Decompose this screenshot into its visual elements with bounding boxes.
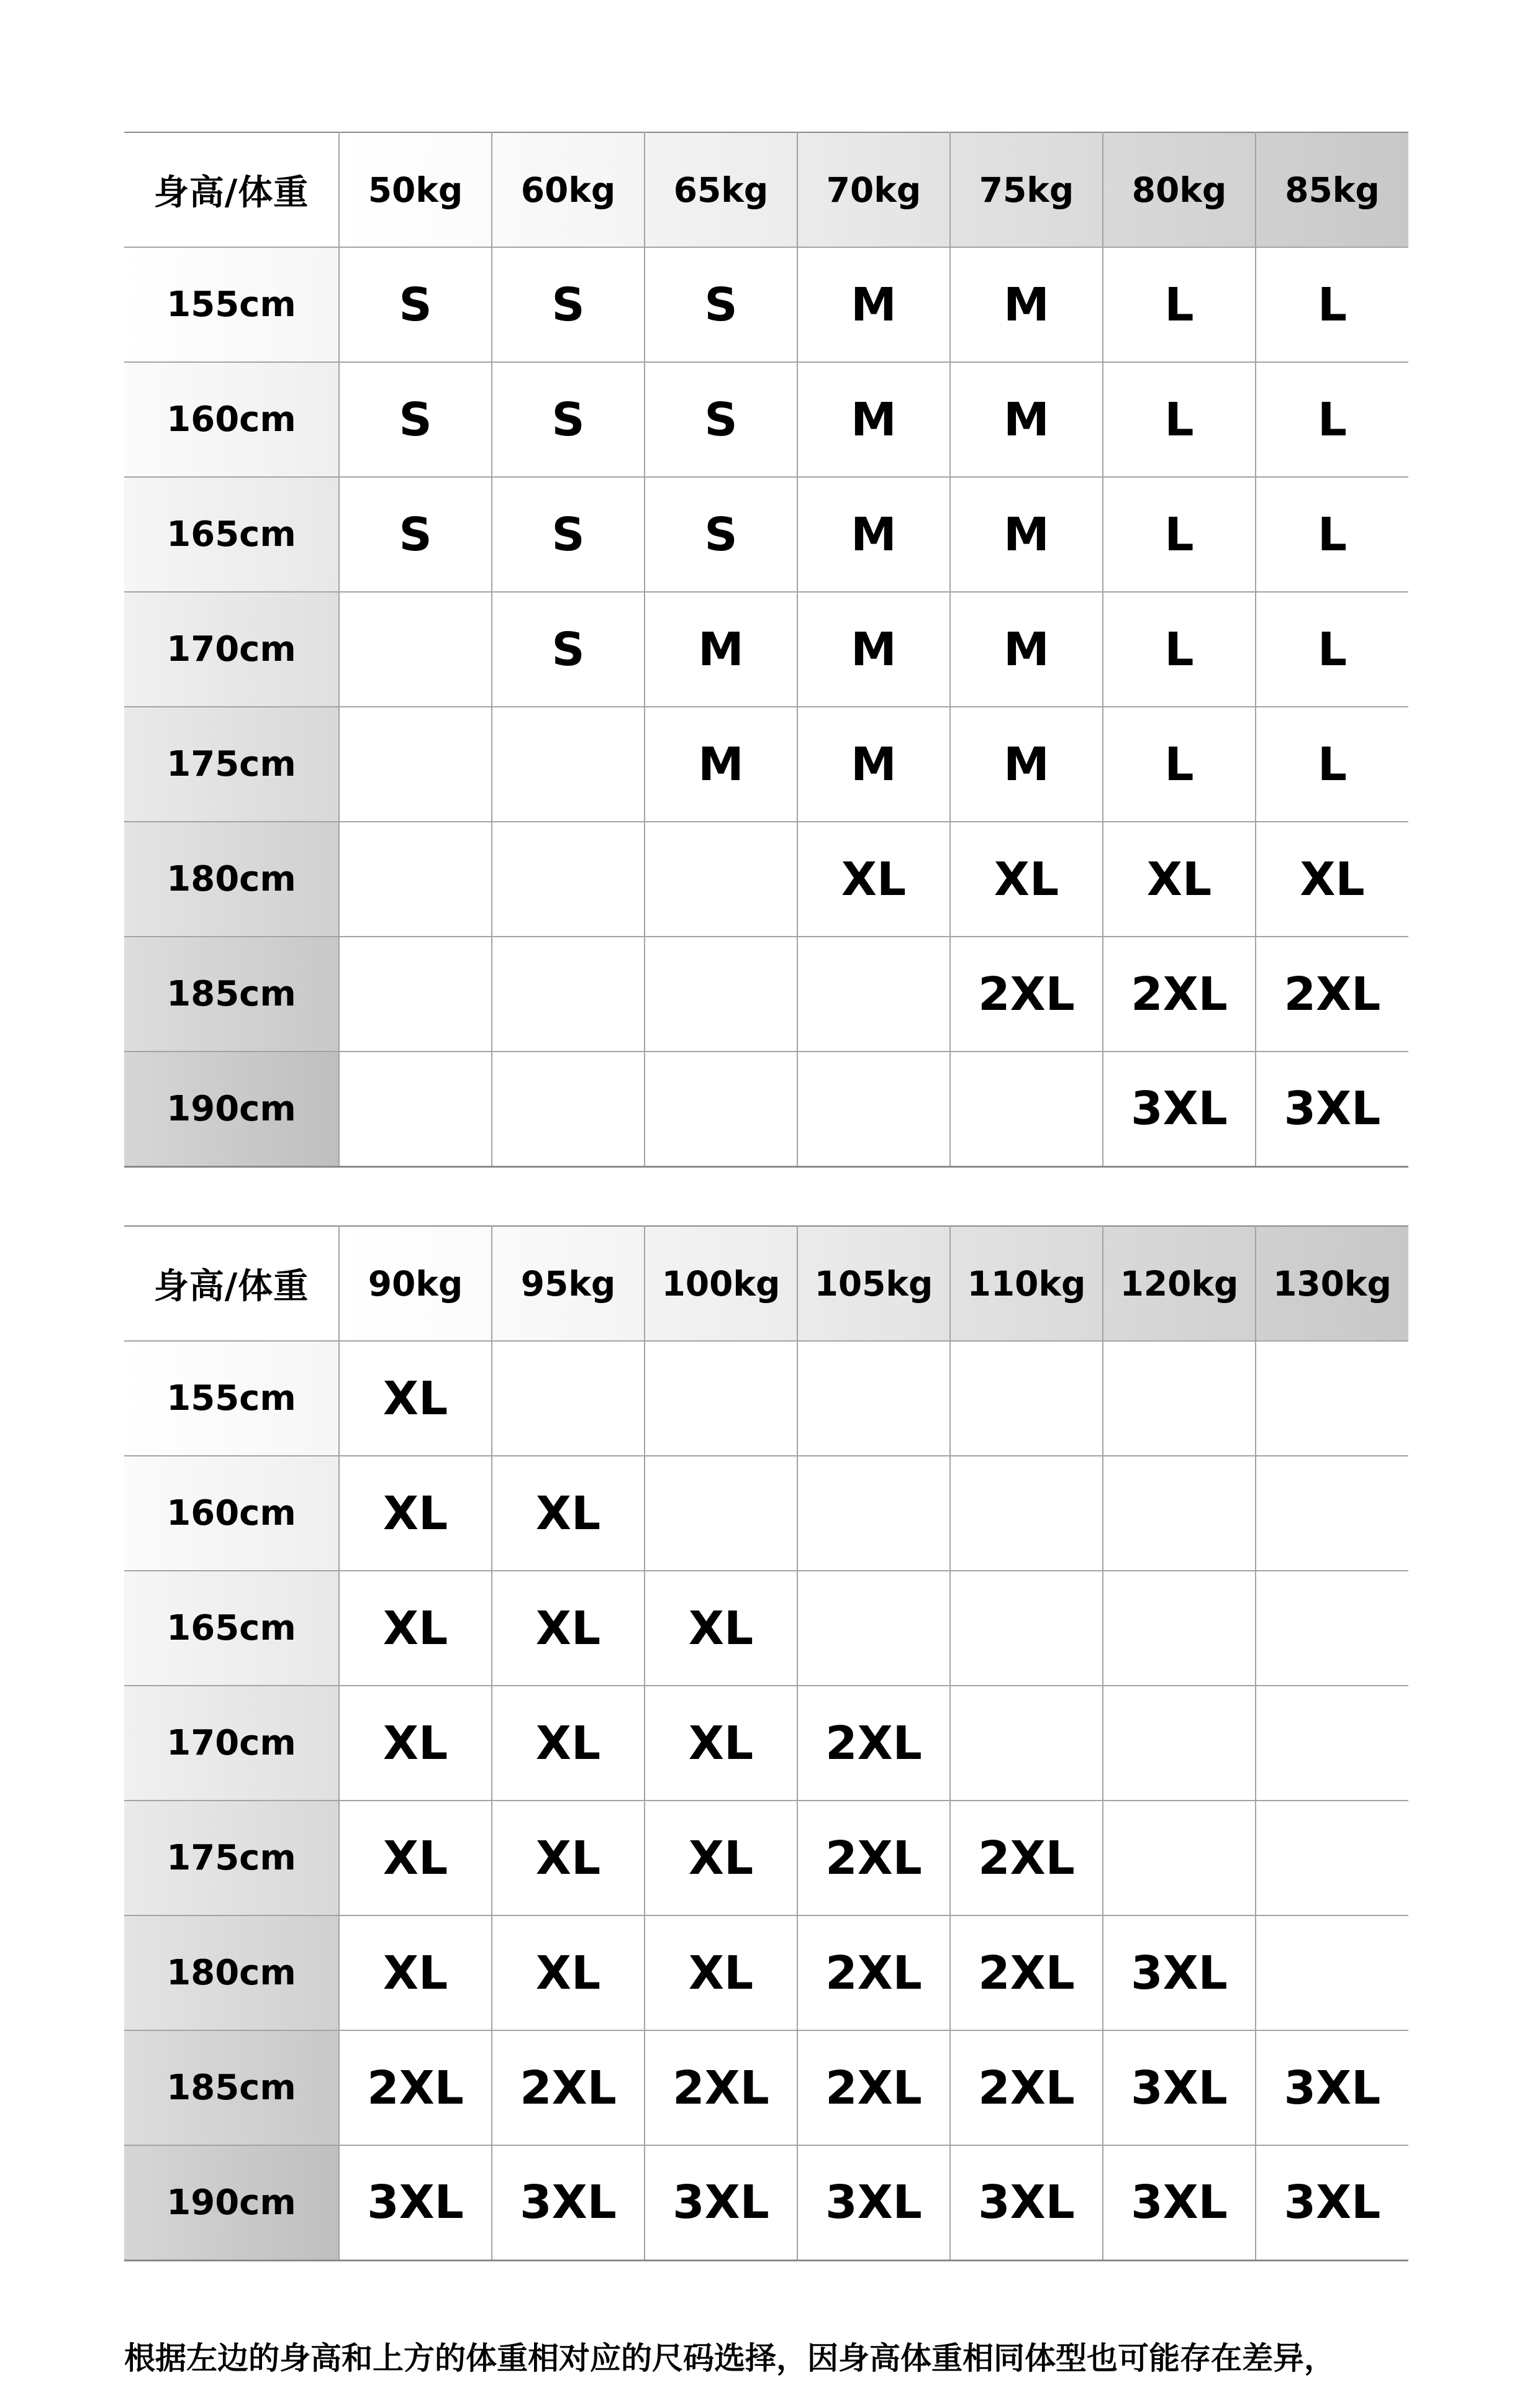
size-cell: XL	[492, 1801, 645, 1915]
size-cell: M	[797, 592, 950, 707]
size-cell: 2XL	[797, 2030, 950, 2145]
size-cell: S	[492, 362, 645, 477]
size-cell	[797, 1571, 950, 1686]
table-row	[124, 2030, 1408, 2145]
size-cell: XL	[645, 1686, 797, 1801]
size-cell: XL	[645, 1915, 797, 2030]
size-cell	[492, 707, 645, 822]
size-cell: 3XL	[1256, 2030, 1408, 2145]
size-cell	[1103, 1341, 1256, 1456]
size-cell: M	[950, 477, 1103, 592]
weight-header-row	[124, 1226, 1408, 1341]
table-row	[124, 1801, 1408, 1915]
size-cell	[1256, 1801, 1408, 1915]
size-cell: L	[1103, 362, 1256, 477]
weight-header-row	[124, 132, 1408, 247]
size-cell	[1103, 1801, 1256, 1915]
size-cell: 3XL	[1256, 1052, 1408, 1166]
weight-header: 65kg	[645, 132, 797, 247]
table-row	[124, 247, 1408, 362]
size-cell	[797, 1052, 950, 1166]
size-cell: 2XL	[950, 1915, 1103, 2030]
corner-label: 身高/体重	[124, 132, 339, 247]
size-cell	[950, 1571, 1103, 1686]
size-cell	[1256, 1571, 1408, 1686]
size-cell: XL	[1256, 822, 1408, 937]
size-cell: XL	[339, 1915, 492, 2030]
size-cell: XL	[339, 1571, 492, 1686]
size-cell: L	[1256, 707, 1408, 822]
weight-header: 110kg	[950, 1226, 1103, 1341]
size-cell: 2XL	[645, 2030, 797, 2145]
size-cell: XL	[645, 1571, 797, 1686]
size-cell: 2XL	[1103, 937, 1256, 1052]
weight-header: 60kg	[492, 132, 645, 247]
table-row	[124, 2145, 1408, 2260]
size-cell	[339, 937, 492, 1052]
weight-header: 75kg	[950, 132, 1103, 247]
size-cell: S	[645, 362, 797, 477]
height-label: 185cm	[124, 2030, 339, 2145]
size-cell: L	[1103, 592, 1256, 707]
corner-label: 身高/体重	[124, 1226, 339, 1341]
weight-header: 105kg	[797, 1226, 950, 1341]
size-cell	[645, 1341, 797, 1456]
size-cell: M	[950, 247, 1103, 362]
size-cell: L	[1103, 247, 1256, 362]
size-cell: S	[492, 247, 645, 362]
size-cell	[339, 1052, 492, 1166]
size-cell: M	[797, 362, 950, 477]
height-label: 155cm	[124, 1341, 339, 1456]
weight-header: 70kg	[797, 132, 950, 247]
size-cell: 2XL	[950, 2030, 1103, 2145]
size-cell: XL	[492, 1686, 645, 1801]
height-label: 180cm	[124, 1915, 339, 2030]
weight-header: 85kg	[1256, 132, 1408, 247]
size-cell	[645, 937, 797, 1052]
height-label: 175cm	[124, 1801, 339, 1915]
size-cell: 3XL	[797, 2145, 950, 2260]
size-selection-note: 根据左边的身高和上方的体重相对应的尺码选择，因身高体重相同体型也可能存在差异，	[124, 2340, 1335, 2376]
table-row	[124, 707, 1408, 822]
size-cell	[950, 1052, 1103, 1166]
size-cell	[1103, 1456, 1256, 1571]
size-cell	[950, 1456, 1103, 1571]
size-cell: S	[492, 592, 645, 707]
size-cell	[492, 937, 645, 1052]
height-label: 160cm	[124, 1456, 339, 1571]
table-row	[124, 1571, 1408, 1686]
size-cell: L	[1103, 707, 1256, 822]
size-cell: XL	[492, 1915, 645, 2030]
size-cell	[492, 822, 645, 937]
size-cell	[950, 1686, 1103, 1801]
weight-header: 95kg	[492, 1226, 645, 1341]
size-cell: S	[339, 247, 492, 362]
size-cell: L	[1256, 477, 1408, 592]
size-cell	[492, 1052, 645, 1166]
size-cell	[950, 1341, 1103, 1456]
size-cell: S	[645, 477, 797, 592]
size-cell: S	[339, 362, 492, 477]
size-cell: 2XL	[950, 1801, 1103, 1915]
height-label: 190cm	[124, 2145, 339, 2260]
size-cell: L	[1256, 592, 1408, 707]
size-cell: XL	[645, 1801, 797, 1915]
table-row	[124, 1915, 1408, 2030]
size-cell: M	[645, 592, 797, 707]
weight-header: 130kg	[1256, 1226, 1408, 1341]
size-cell: XL	[339, 1686, 492, 1801]
size-cell	[1103, 1571, 1256, 1686]
size-cell	[645, 822, 797, 937]
size-cell: 2XL	[797, 1915, 950, 2030]
height-label: 160cm	[124, 362, 339, 477]
size-cell: 3XL	[339, 2145, 492, 2260]
size-cell: L	[1256, 362, 1408, 477]
table-row	[124, 1341, 1408, 1456]
weight-header: 80kg	[1103, 132, 1256, 247]
size-cell: 3XL	[1103, 1915, 1256, 2030]
table-row	[124, 477, 1408, 592]
size-cell: XL	[492, 1571, 645, 1686]
height-label: 185cm	[124, 937, 339, 1052]
size-cell: XL	[797, 822, 950, 937]
size-cell: M	[950, 592, 1103, 707]
height-label: 165cm	[124, 477, 339, 592]
height-label: 155cm	[124, 247, 339, 362]
size-cell	[1256, 1341, 1408, 1456]
weight-header: 90kg	[339, 1226, 492, 1341]
size-cell: 2XL	[797, 1686, 950, 1801]
size-cell: S	[339, 477, 492, 592]
size-cell: XL	[492, 1456, 645, 1571]
size-cell: 3XL	[1103, 2145, 1256, 2260]
size-cell	[1256, 1915, 1408, 2030]
table-row	[124, 592, 1408, 707]
size-cell: XL	[339, 1341, 492, 1456]
table-row	[124, 1456, 1408, 1571]
size-cell: 3XL	[1103, 1052, 1256, 1166]
size-cell: 3XL	[950, 2145, 1103, 2260]
size-cell: M	[797, 477, 950, 592]
height-label: 180cm	[124, 822, 339, 937]
table-row	[124, 362, 1408, 477]
size-cell: L	[1103, 477, 1256, 592]
size-cell: 2XL	[797, 1801, 950, 1915]
size-cell: M	[645, 707, 797, 822]
height-label: 170cm	[124, 1686, 339, 1801]
size-cell	[645, 1456, 797, 1571]
size-cell	[339, 707, 492, 822]
size-cell	[492, 1341, 645, 1456]
size-cell: 3XL	[492, 2145, 645, 2260]
height-label: 170cm	[124, 592, 339, 707]
size-cell: M	[950, 362, 1103, 477]
size-cell: L	[1256, 247, 1408, 362]
size-cell: 3XL	[645, 2145, 797, 2260]
size-cell: M	[797, 247, 950, 362]
height-label: 175cm	[124, 707, 339, 822]
height-label: 165cm	[124, 1571, 339, 1686]
size-cell	[797, 1341, 950, 1456]
size-cell	[339, 822, 492, 937]
size-cell: XL	[950, 822, 1103, 937]
size-cell	[1256, 1456, 1408, 1571]
weight-header: 120kg	[1103, 1226, 1256, 1341]
weight-header: 100kg	[645, 1226, 797, 1341]
size-cell: M	[797, 707, 950, 822]
size-cell	[797, 1456, 950, 1571]
size-cell: 2XL	[339, 2030, 492, 2145]
size-cell: M	[950, 707, 1103, 822]
size-cell	[339, 592, 492, 707]
size-cell: 2XL	[950, 937, 1103, 1052]
size-cell: XL	[339, 1456, 492, 1571]
weight-header: 50kg	[339, 132, 492, 247]
size-cell	[1256, 1686, 1408, 1801]
height-label: 190cm	[124, 1052, 339, 1166]
size-cell: 2XL	[492, 2030, 645, 2145]
size-cell	[1103, 1686, 1256, 1801]
size-chart-table-2	[124, 1225, 1408, 2261]
size-cell: S	[645, 247, 797, 362]
table-row	[124, 1686, 1408, 1801]
size-cell: 3XL	[1256, 2145, 1408, 2260]
size-cell: S	[492, 477, 645, 592]
size-cell	[645, 1052, 797, 1166]
size-chart-table-1	[124, 132, 1408, 1168]
table-row	[124, 1052, 1408, 1166]
size-cell: 3XL	[1103, 2030, 1256, 2145]
table-row	[124, 822, 1408, 937]
size-cell: XL	[339, 1801, 492, 1915]
size-cell	[797, 937, 950, 1052]
size-cell: XL	[1103, 822, 1256, 937]
size-cell: 2XL	[1256, 937, 1408, 1052]
table-row	[124, 937, 1408, 1052]
